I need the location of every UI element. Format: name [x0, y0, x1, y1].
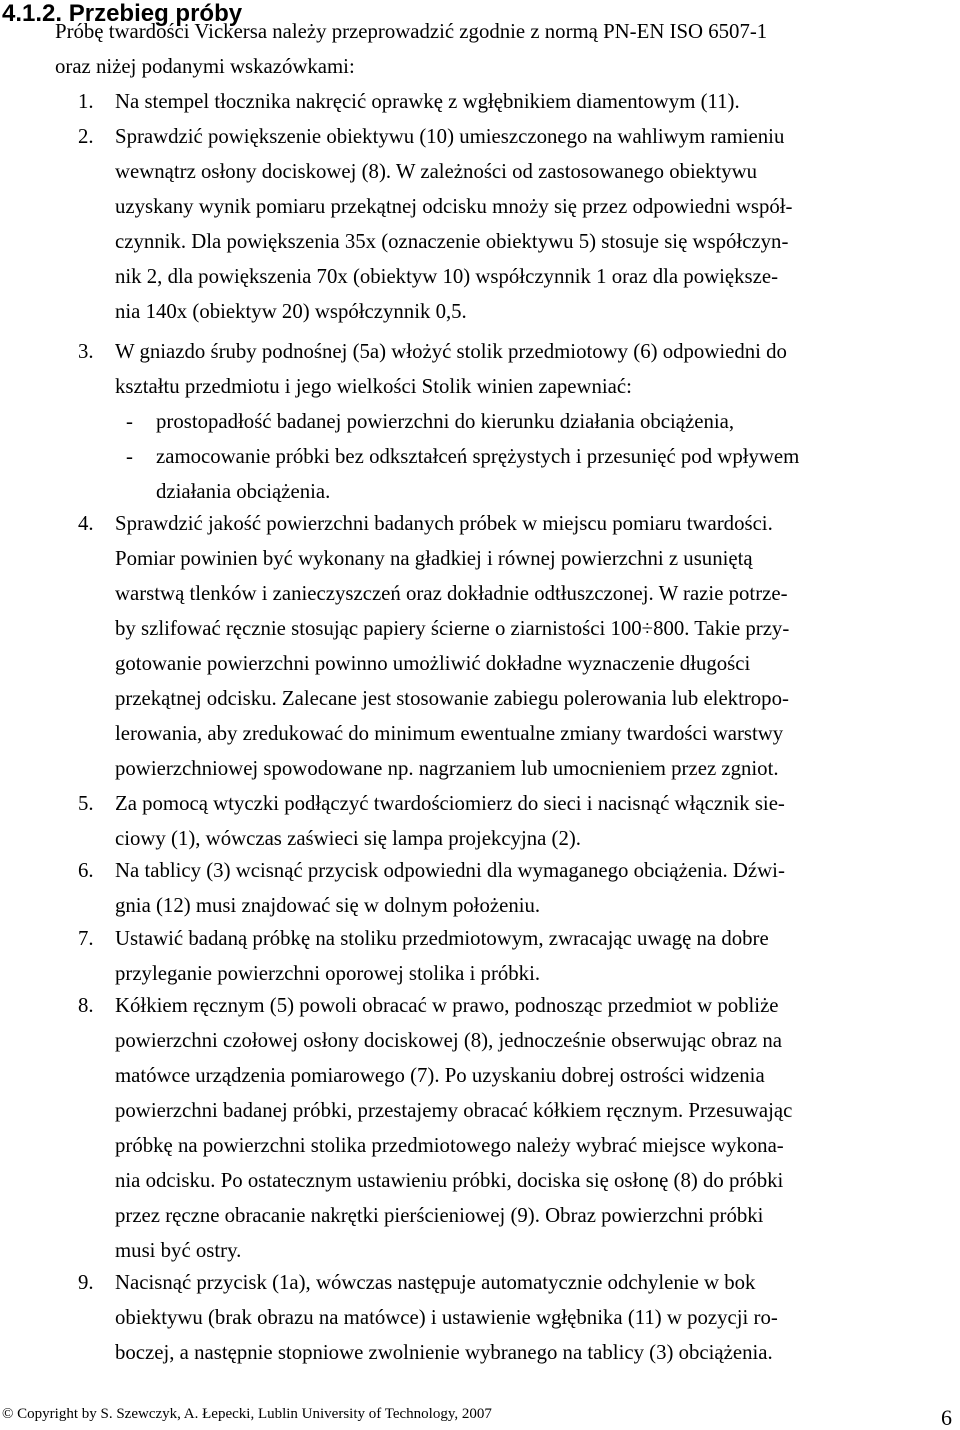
step-line: próbkę na powierzchni stolika przedmiotowego należy wybrać miejsce wykona-: [115, 1134, 784, 1157]
step-line: wewnątrz osłony dociskowej (8). W zależności od zastosowanego obiektywu: [115, 160, 758, 183]
section-heading: 4.1.2. Przebieg próby: [2, 0, 243, 27]
step-line: matówce urządzenia pomiarowego (7). Po uzyskaniu dobrej ostrości widzenia: [115, 1064, 765, 1087]
step-line: powierzchni badanej próbki, przestajemy obracać kółkiem ręcznym. Przesuwając: [115, 1099, 793, 1122]
bullet-line: prostopadłość badanej powierzchni do kierunku działania obciążenia,: [156, 410, 735, 433]
step-line: Sprawdzić jakość powierzchni badanych próbek w miejscu pomiaru twardości.: [115, 512, 773, 535]
step-line: Na tablicy (3) wcisnąć przycisk odpowiedni dla wymaganego obciążenia. Dźwi-: [115, 859, 785, 882]
step-number: 5.: [78, 792, 94, 815]
step-number: 7.: [78, 927, 94, 950]
step-number: 1.: [78, 90, 94, 113]
step-line: powierzchni czołowej osłony dociskowej (8), jednocześnie obserwując obraz na: [115, 1029, 782, 1052]
step-line: lerowania, aby zredukować do minimum ewentualne zmiany twardości warstwy: [115, 722, 784, 745]
step-line: W gniazdo śruby podnośnej (5a) włożyć stolik przedmiotowy (6) odpowiedni do: [115, 340, 787, 363]
step-line: przez ręczne obracanie nakrętki pierścieniowej (9). Obraz powierzchni próbki: [115, 1204, 764, 1227]
page-number: 6: [941, 1405, 952, 1430]
step-line: Nacisnąć przycisk (1a), wówczas następuje automatycznie odchylenie w bok: [115, 1271, 756, 1294]
bullet-line: zamocowanie próbki bez odkształceń sprężystych i przesunięć pod wpływem: [156, 445, 800, 468]
step-line: przekątnej odcisku. Zalecane jest stosowanie zabiegu polerowania lub elektropo-: [115, 687, 789, 710]
step-line: Sprawdzić powiększenie obiektywu (10) umieszczonego na wahliwym ramieniu: [115, 125, 785, 148]
step-line: Pomiar powinien być wykonany na gładkiej i równej powierzchni z usuniętą: [115, 547, 753, 570]
intro-line: Próbę twardości Vickersa należy przeprowadzić zgodnie z normą PN-EN ISO 6507-1: [55, 20, 768, 43]
step-number: 8.: [78, 994, 94, 1017]
step-line: Kółkiem ręcznym (5) powoli obracać w prawo, podnosząc przedmiot w pobliże: [115, 994, 779, 1017]
step-line: Ustawić badaną próbkę na stoliku przedmiotowym, zwracając uwagę na dobre: [115, 927, 769, 950]
step-line: musi być ostry.: [115, 1239, 242, 1262]
step-line: boczej, a następnie stopniowe zwolnienie wybranego na tablicy (3) obciążenia.: [115, 1341, 773, 1364]
step-line: nik 2, dla powiększenia 70x (obiektyw 10) współczynnik 1 oraz dla powiększe-: [115, 265, 779, 288]
step-line: czynnik. Dla powiększenia 35x (oznaczenie obiektywu 5) stosuje się współczyn-: [115, 230, 789, 253]
step-line: by szlifować ręcznie stosując papiery ścierne o ziarnistości 100÷800. Takie przy-: [115, 617, 790, 640]
step-line: kształtu przedmiotu i jego wielkości Stolik winien zapewniać:: [115, 375, 632, 398]
step-line: przyleganie powierzchni oporowej stolika i próbki.: [115, 962, 541, 985]
bullet-dash: -: [126, 445, 133, 468]
step-line: Na stempel tłocznika nakręcić oprawkę z wgłębnikiem diamentowym (11).: [115, 90, 740, 113]
step-line: powierzchniowej spowodowane np. nagrzaniem lub umocnieniem przez zgniot.: [115, 757, 779, 780]
step-number: 4.: [78, 512, 94, 535]
step-line: Za pomocą wtyczki podłączyć twardościomierz do sieci i nacisnąć włącznik sie-: [115, 792, 785, 815]
step-number: 2.: [78, 125, 94, 148]
step-line: uzyskany wynik pomiaru przekątnej odcisku mnoży się przez odpowiedni współ-: [115, 195, 793, 218]
step-number: 9.: [78, 1271, 94, 1294]
copyright-footer: © Copyright by S. Szewczyk, A. Łepecki, Lublin University of Technology, 2007: [2, 1406, 492, 1422]
step-line: ciowy (1), wówczas zaświeci się lampa projekcyjna (2).: [115, 827, 582, 850]
bullet-line: działania obciążenia.: [156, 480, 331, 503]
step-number: 3.: [78, 340, 94, 363]
step-number: 6.: [78, 859, 94, 882]
step-line: nia 140x (obiektyw 20) współczynnik 0,5.: [115, 300, 467, 323]
step-line: nia odcisku. Po ostatecznym ustawieniu próbki, dociska się osłonę (8) do próbki: [115, 1169, 784, 1192]
intro-line: oraz niżej podanymi wskazówkami:: [55, 55, 355, 78]
step-line: warstwą tlenków i zanieczyszczeń oraz dokładnie odtłuszczonej. W razie potrze-: [115, 582, 788, 605]
step-line: gnia (12) musi znajdować się w dolnym położeniu.: [115, 894, 541, 917]
step-line: obiektywu (brak obrazu na matówce) i ustawienie wgłębnika (11) w pozycji ro-: [115, 1306, 778, 1329]
bullet-dash: -: [126, 410, 133, 433]
step-line: gotowanie powierzchni powinno umożliwić dokładne wyznaczenie długości: [115, 652, 751, 675]
